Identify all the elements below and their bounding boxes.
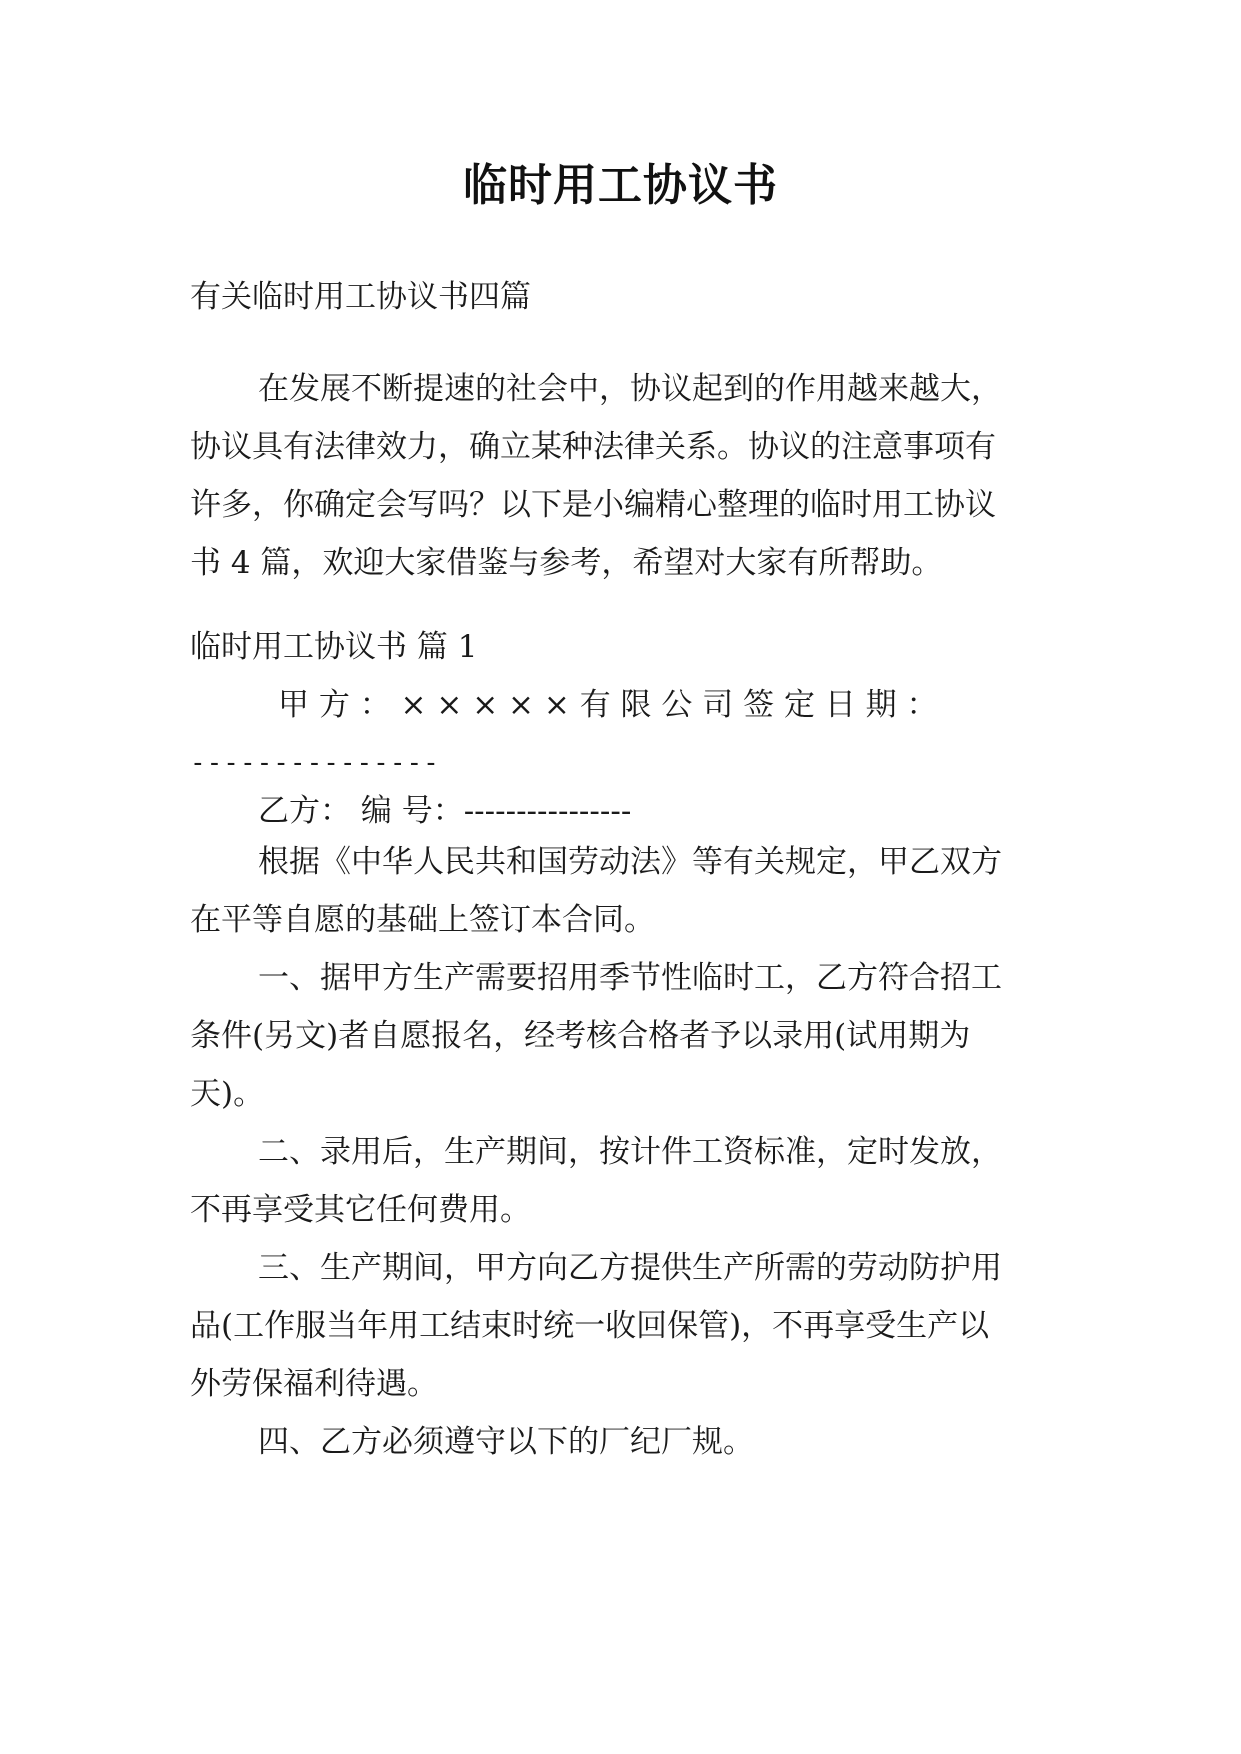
intro-line: 书 4 篇，欢迎大家借鉴与参考，希望对大家有所帮助。	[190, 545, 943, 581]
signing-date-blank: ---------------	[190, 748, 440, 778]
party-b-line: 乙方： 编 号：----------------	[258, 793, 632, 829]
clause-3: 三、生产期间，甲方向乙方提供生产所需的劳动防护用	[258, 1250, 1002, 1286]
party-a-block	[190, 676, 1070, 792]
subtitle-text: 有关临时用工协议书四篇	[190, 279, 531, 315]
clause-3-cont: 外劳保福利待遇。	[190, 1366, 438, 1402]
intro-paragraph	[190, 360, 1070, 592]
clause-1: 一、据甲方生产需要招用季节性临时工，乙方符合招工	[258, 960, 1002, 996]
agreement-body	[190, 833, 1070, 1471]
party-b-block	[190, 782, 1070, 840]
intro-line: 协议具有法律效力，确立某种法律关系。协议的注意事项有	[190, 429, 996, 465]
clause-4: 四、乙方必须遵守以下的厂纪厂规。	[258, 1424, 754, 1460]
intro-line: 许多，你确定会写吗？以下是小编精心整理的临时用工协议	[190, 487, 996, 523]
document-subtitle	[190, 268, 1070, 326]
body-line: 根据《中华人民共和国劳动法》等有关规定，甲乙双方	[258, 844, 1002, 880]
body-line: 在平等自愿的基础上签订本合同。	[190, 902, 655, 938]
clause-2: 二、录用后，生产期间，按计件工资标准，定时发放，	[258, 1134, 1002, 1170]
clause-3-cont: 品(工作服当年用工结束时统一收回保管)，不再享受生产以	[190, 1308, 990, 1344]
document-title: 临时用工协议书	[463, 160, 778, 211]
section-heading	[190, 618, 1070, 676]
intro-line: 在发展不断提速的社会中，协议起到的作用越来越大，	[258, 371, 1002, 407]
section-heading-text: 临时用工协议书 篇 1	[190, 629, 478, 665]
party-a-line: 甲 方 ： × × × × × 有 限 公 司 签 定 日 期 ：	[278, 687, 938, 723]
clause-2-cont: 不再享受其它任何费用。	[190, 1192, 531, 1228]
clause-1-cont: 天)。	[190, 1076, 265, 1112]
clause-1-cont: 条件(另文)者自愿报名，经考核合格者予以录用(试用期为	[190, 1018, 971, 1054]
